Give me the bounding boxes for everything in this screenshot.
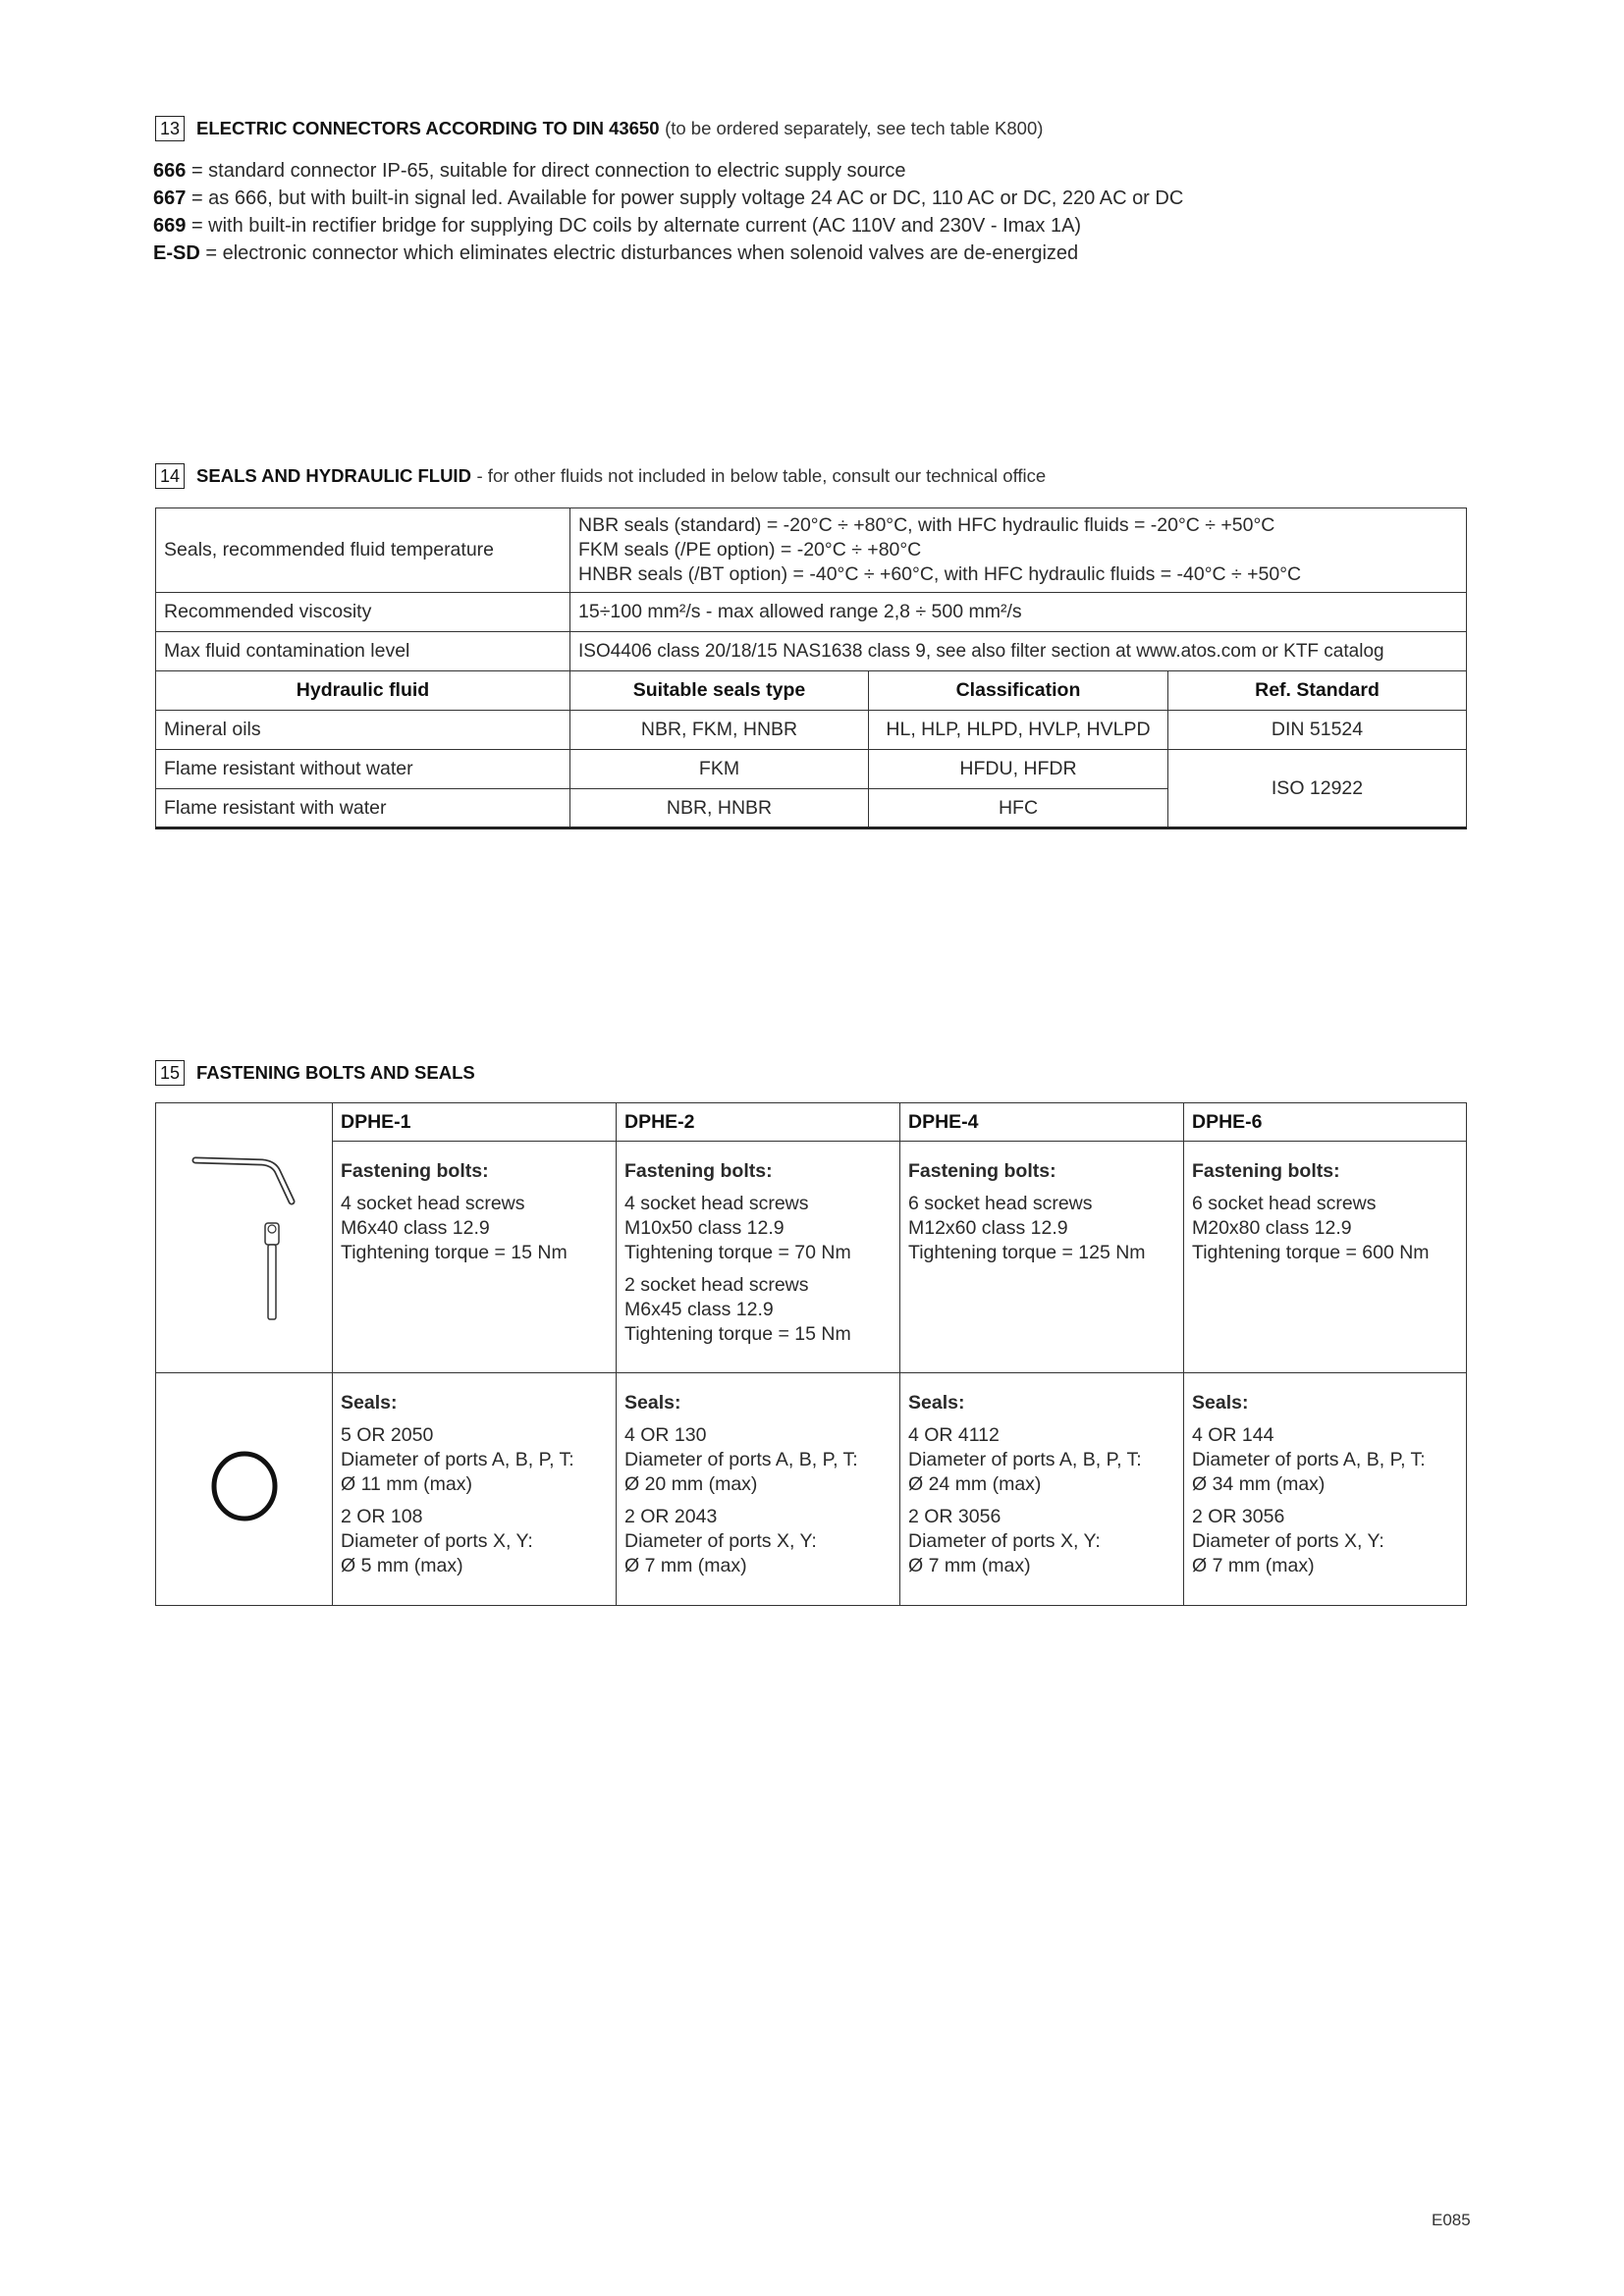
connector-code: E-SD xyxy=(153,242,200,264)
cell: Flame resistant with water xyxy=(156,789,570,828)
section-13-heading xyxy=(155,116,1043,141)
table-row xyxy=(156,750,1467,789)
bolt-line: M6x45 class 12.9 xyxy=(624,1299,774,1320)
seal-line: 4 OR 144 xyxy=(1192,1424,1274,1446)
table-header-row xyxy=(156,1103,1467,1142)
bolts-label: Fastening bolts: xyxy=(908,1160,1056,1182)
seal-line: Diameter of ports X, Y: xyxy=(624,1530,817,1552)
bolt-line: 6 socket head screws xyxy=(908,1193,1093,1214)
model-header: DPHE-4 xyxy=(900,1103,1184,1142)
seal-line: 4 OR 130 xyxy=(624,1424,707,1446)
bolt-icon-cell xyxy=(156,1103,333,1373)
seals-cell xyxy=(900,1373,1184,1606)
cell: HFDU, HFDR xyxy=(869,750,1168,789)
seal-line: Ø 11 mm (max) xyxy=(341,1473,472,1495)
seal-line: Diameter of ports A, B, P, T: xyxy=(341,1449,574,1470)
bolts-cell xyxy=(333,1142,617,1373)
bolt-line: M6x40 class 12.9 xyxy=(341,1217,490,1239)
table-header-row xyxy=(156,671,1467,711)
connector-code: 666 xyxy=(153,160,187,182)
connector-desc: = standard connector IP-65, suitable for direct connection to electric supply source xyxy=(190,160,906,182)
bolt-line: Tightening torque = 600 Nm xyxy=(1192,1242,1430,1263)
seal-line: Diameter of ports A, B, P, T: xyxy=(908,1449,1142,1470)
seals-fluid-table xyxy=(155,507,1467,829)
hex-key-and-bolt-icon xyxy=(186,1137,303,1333)
o-ring-icon xyxy=(205,1447,284,1525)
seal-line: Ø 34 mm (max) xyxy=(1192,1473,1326,1495)
section-note: (to be ordered separately, see tech table K800) xyxy=(665,118,1044,138)
model-header: DPHE-6 xyxy=(1184,1103,1467,1142)
row-value: 15÷100 mm²/s - max allowed range 2,8 ÷ 500 mm²/s xyxy=(570,593,1467,632)
section-title: SEALS AND HYDRAULIC FLUID xyxy=(196,465,471,486)
column-header: Suitable seals type xyxy=(570,671,869,711)
seals-row xyxy=(156,1373,1467,1606)
seal-line: Diameter of ports X, Y: xyxy=(908,1530,1101,1552)
column-header: Hydraulic fluid xyxy=(156,671,570,711)
bolt-line: Tightening torque = 15 Nm xyxy=(341,1242,568,1263)
connector-code: 667 xyxy=(153,187,187,209)
seal-line: 2 OR 108 xyxy=(341,1506,423,1527)
cell: Mineral oils xyxy=(156,711,570,750)
seals-cell xyxy=(617,1373,900,1606)
table-row xyxy=(156,593,1467,632)
bolt-line: M20x80 class 12.9 xyxy=(1192,1217,1352,1239)
seal-line: Diameter of ports A, B, P, T: xyxy=(624,1449,858,1470)
seals-cell xyxy=(333,1373,617,1606)
connector-desc: = with built-in rectifier bridge for supplying DC coils by alternate current (AC 110V and 230V - Imax 1A) xyxy=(190,215,1082,237)
bolt-line: M12x60 class 12.9 xyxy=(908,1217,1068,1239)
section-number: 13 xyxy=(155,116,185,141)
list-item xyxy=(153,212,1183,240)
seals-cell xyxy=(1184,1373,1467,1606)
section-note: - for other fluids not included in below table, consult our technical office xyxy=(476,465,1047,486)
row-label: Max fluid contamination level xyxy=(156,632,570,671)
bolt-line: 2 socket head screws xyxy=(624,1274,809,1296)
section-title: FASTENING BOLTS AND SEALS xyxy=(196,1062,475,1083)
bolt-line: 6 socket head screws xyxy=(1192,1193,1377,1214)
seal-line: Ø 7 mm (max) xyxy=(624,1555,747,1576)
cell: NBR, HNBR xyxy=(570,789,869,828)
table-row xyxy=(156,508,1467,593)
row-label: Recommended viscosity xyxy=(156,593,570,632)
seal-line: Diameter of ports X, Y: xyxy=(1192,1530,1384,1552)
list-item xyxy=(153,157,1183,185)
list-item xyxy=(153,240,1183,267)
temp-values xyxy=(570,508,1467,593)
bolts-cell xyxy=(617,1142,900,1373)
bolts-label: Fastening bolts: xyxy=(341,1160,489,1182)
connector-code: 669 xyxy=(153,215,187,237)
model-header: DPHE-1 xyxy=(333,1103,617,1142)
connector-list xyxy=(153,157,1183,267)
bolt-line: M10x50 class 12.9 xyxy=(624,1217,785,1239)
cell: DIN 51524 xyxy=(1168,711,1467,750)
bolts-cell xyxy=(1184,1142,1467,1373)
section-number: 14 xyxy=(155,463,185,489)
seal-icon-cell xyxy=(156,1373,333,1606)
cell: HL, HLP, HLPD, HVLP, HVLPD xyxy=(869,711,1168,750)
seal-line: 4 OR 4112 xyxy=(908,1424,1000,1446)
seal-line: Ø 20 mm (max) xyxy=(624,1473,758,1495)
cell: ISO 12922 xyxy=(1168,750,1467,828)
cell: Flame resistant without water xyxy=(156,750,570,789)
seals-label: Seals: xyxy=(341,1392,398,1414)
bolts-label: Fastening bolts: xyxy=(624,1160,773,1182)
list-item xyxy=(153,185,1183,212)
temp-line: HNBR seals (/BT option) = -40°C ÷ +60°C, with HFC hydraulic fluids = -40°C ÷ +50°C xyxy=(578,563,1302,585)
column-header: Ref. Standard xyxy=(1168,671,1467,711)
seals-label: Seals: xyxy=(1192,1392,1249,1414)
section-number: 15 xyxy=(155,1060,185,1086)
seal-line: Diameter of ports A, B, P, T: xyxy=(1192,1449,1426,1470)
bolt-line: Tightening torque = 70 Nm xyxy=(624,1242,851,1263)
bolt-line: 4 socket head screws xyxy=(624,1193,809,1214)
cell: FKM xyxy=(570,750,869,789)
seal-line: Ø 24 mm (max) xyxy=(908,1473,1042,1495)
column-header: Classification xyxy=(869,671,1168,711)
temp-line: FKM seals (/PE option) = -20°C ÷ +80°C xyxy=(578,539,922,561)
connector-desc: = electronic connector which eliminates electric disturbances when solenoid valves are de-energized xyxy=(205,242,1079,264)
section-title: ELECTRIC CONNECTORS ACCORDING TO DIN 43650 xyxy=(196,118,660,138)
row-label: Seals, recommended fluid temperature xyxy=(156,508,570,593)
seal-line: Ø 7 mm (max) xyxy=(908,1555,1031,1576)
cell: NBR, FKM, HNBR xyxy=(570,711,869,750)
section-14-heading xyxy=(155,463,1046,489)
bolts-cell xyxy=(900,1142,1184,1373)
model-header: DPHE-2 xyxy=(617,1103,900,1142)
temp-line: NBR seals (standard) = -20°C ÷ +80°C, with HFC hydraulic fluids = -20°C ÷ +50°C xyxy=(578,514,1275,536)
table-row xyxy=(156,632,1467,671)
row-value: ISO4406 class 20/18/15 NAS1638 class 9, see also filter section at www.atos.com or KTF catalog xyxy=(570,632,1467,671)
seal-line: Diameter of ports X, Y: xyxy=(341,1530,533,1552)
connector-desc: = as 666, but with built-in signal led. Available for power supply voltage 24 AC or DC, 110 AC or DC, 220 AC or DC xyxy=(190,187,1184,209)
seal-line: 2 OR 2043 xyxy=(624,1506,718,1527)
cell: HFC xyxy=(869,789,1168,828)
seal-line: Ø 7 mm (max) xyxy=(1192,1555,1315,1576)
bolt-line: Tightening torque = 15 Nm xyxy=(624,1323,851,1345)
seals-label: Seals: xyxy=(908,1392,965,1414)
table-row xyxy=(156,711,1467,750)
bolt-line: 4 socket head screws xyxy=(341,1193,525,1214)
bolts-label: Fastening bolts: xyxy=(1192,1160,1340,1182)
bolt-line: Tightening torque = 125 Nm xyxy=(908,1242,1146,1263)
bolts-seals-table xyxy=(155,1102,1467,1606)
bolts-row xyxy=(156,1142,1467,1373)
page-code: E085 xyxy=(1432,2211,1471,2229)
section-15-heading xyxy=(155,1060,475,1086)
seal-line: 2 OR 3056 xyxy=(1192,1506,1285,1527)
seals-label: Seals: xyxy=(624,1392,681,1414)
seal-line: Ø 5 mm (max) xyxy=(341,1555,463,1576)
seal-line: 2 OR 3056 xyxy=(908,1506,1001,1527)
seal-line: 5 OR 2050 xyxy=(341,1424,434,1446)
